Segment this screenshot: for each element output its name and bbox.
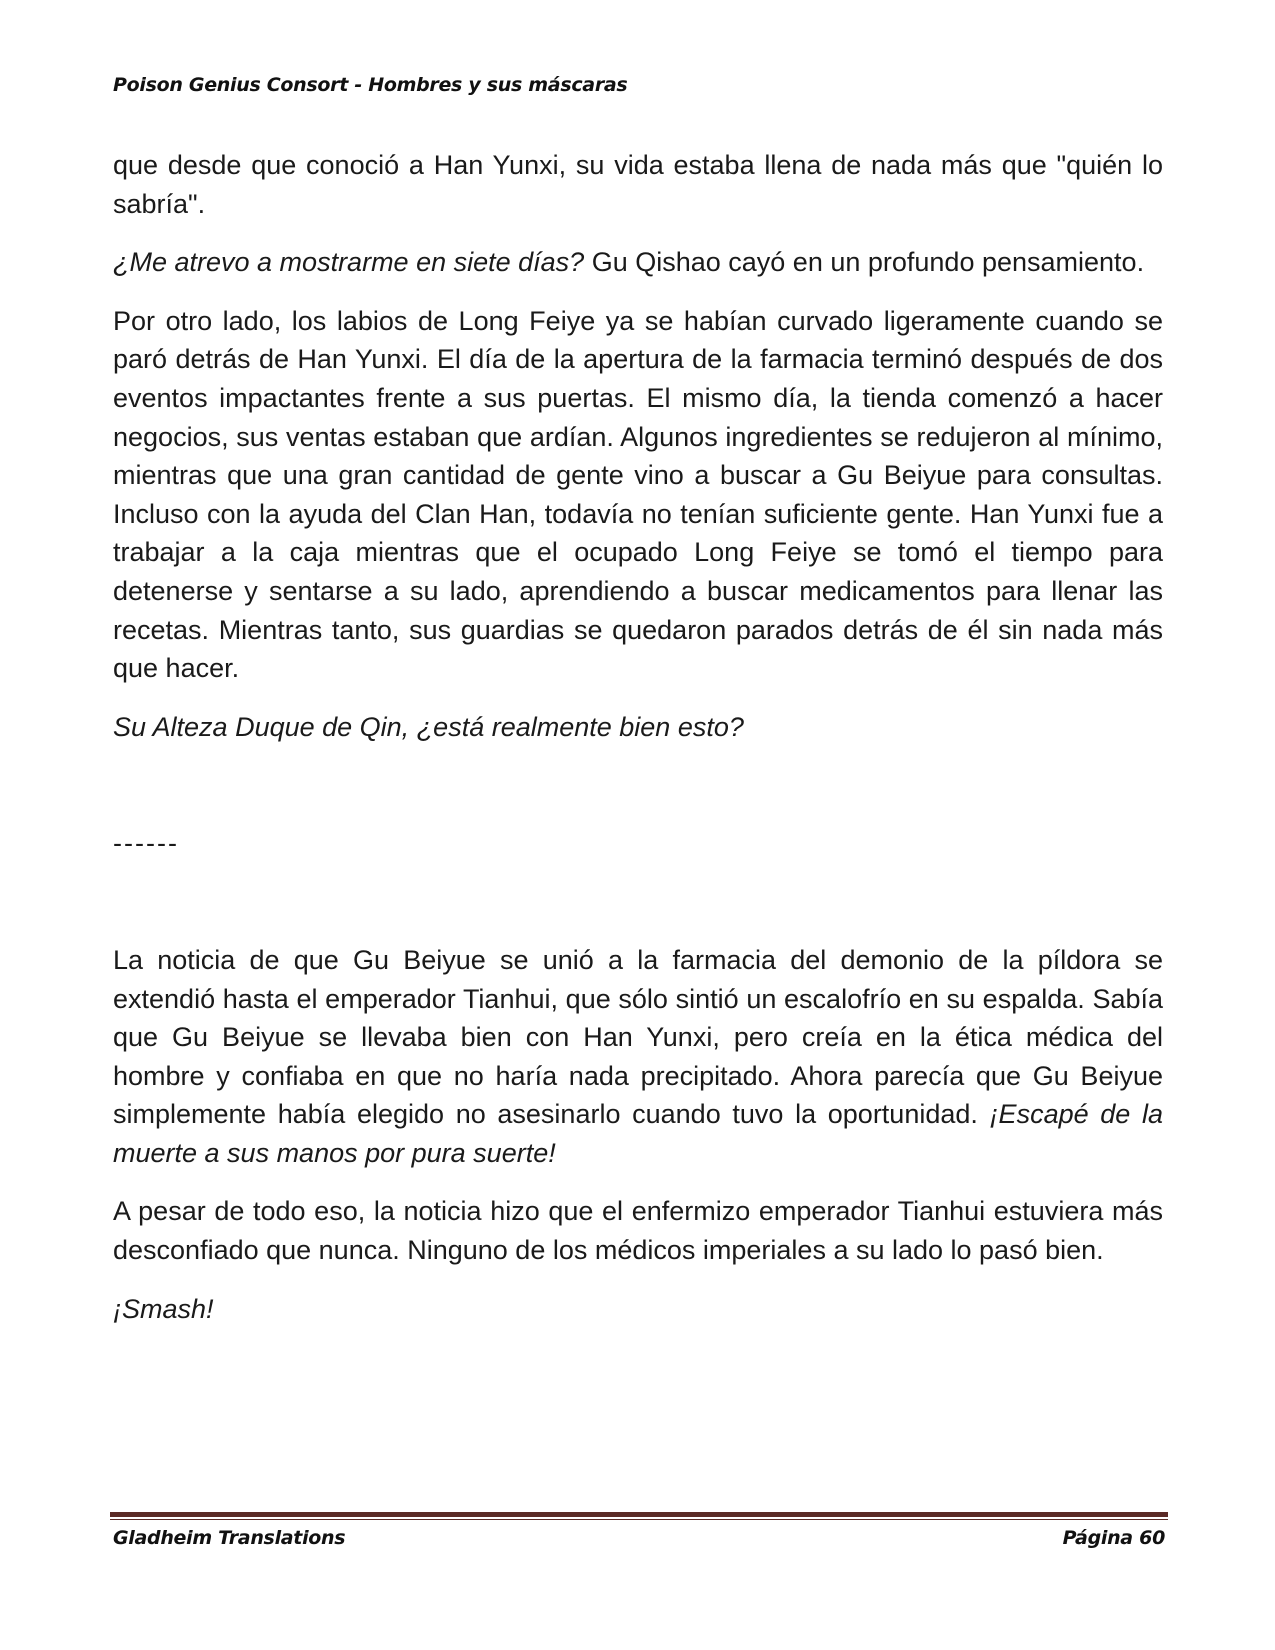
paragraph-4: Su Alteza Duque de Qin, ¿está realmente bien esto? <box>113 711 744 742</box>
running-header: Poison Genius Consort - Hombres y sus máscaras <box>113 74 628 96</box>
footer-rule-thin <box>110 1519 1168 1520</box>
paragraph-3: Por otro lado, los labios de Long Feiye ya se habían curvado ligeramente cuando se paró detrás de Han Yunxi. El día de la apertura de la farmacia terminó después de dos eventos impactantes frente a sus puertas. El mismo día, la tienda comenzó a hacer negocios, sus ventas estaban que ardían. Algunos ingredientes se redujeron al mínimo, mientras que una gran cantidad de gente vino a buscar a Gu Beiyue para consultas. Incluso con la ayuda del Clan Han, todavía no tenían suficiente gente. Han Yunxi fue a trabajar a la caja mientras que el ocupado Long Feiye se tomó el tiempo para detenerse y sentarse a su lado, aprendiendo a buscar medicamentos para llenar las recetas. Mientras tanto, sus guardias se quedaron parados detrás de él sin nada más que hacer. <box>113 305 1163 684</box>
footer-rule <box>110 1512 1168 1520</box>
paragraph-2-italic: ¿Me atrevo a mostrarme en siete días? <box>113 247 585 278</box>
footer-translator: Gladheim Translations <box>113 1527 346 1549</box>
paragraph-5-italic: ¡Escapé de la muerte a sus manos por pura suerte! <box>113 1099 1163 1168</box>
paragraph-5-text: La noticia de que Gu Beiyue se unió a la farmacia del demonio de la píldora se extendió hasta el emperador Tianhui, que sólo sintió un escalofrío en su espalda. Sabía que Gu Beiyue se llevaba bien con Han Yunxi, pero creía en la ética médica del hombre y confiaba en que no haría nada precipitado. Ahora parecía que Gu Beiyue simplemente había elegido no asesinarlo cuando tuvo la oportunidad. <box>113 944 1163 1130</box>
paragraph-2-text: Gu Qishao cayó en un profundo pensamiento. <box>584 247 1145 278</box>
paragraph-5 <box>113 941 1163 1173</box>
paragraph-1: que desde que conoció a Han Yunxi, su vida estaba llena de nada más que "quién lo sabría". <box>113 150 1163 219</box>
paragraph-6: A pesar de todo eso, la noticia hizo que el enfermizo emperador Tianhui estuviera más desconfiado que nunca. Ninguno de los médicos imperiales a su lado lo pasó bien. <box>113 1196 1163 1266</box>
footer-rule-thick <box>110 1512 1168 1517</box>
section-separator: ------ <box>113 828 179 859</box>
paragraph-2 <box>113 243 1163 282</box>
paragraph-7: ¡Smash! <box>113 1293 214 1324</box>
footer-page-number: Página 60 <box>1062 1527 1165 1549</box>
body-text <box>113 146 1163 1348</box>
